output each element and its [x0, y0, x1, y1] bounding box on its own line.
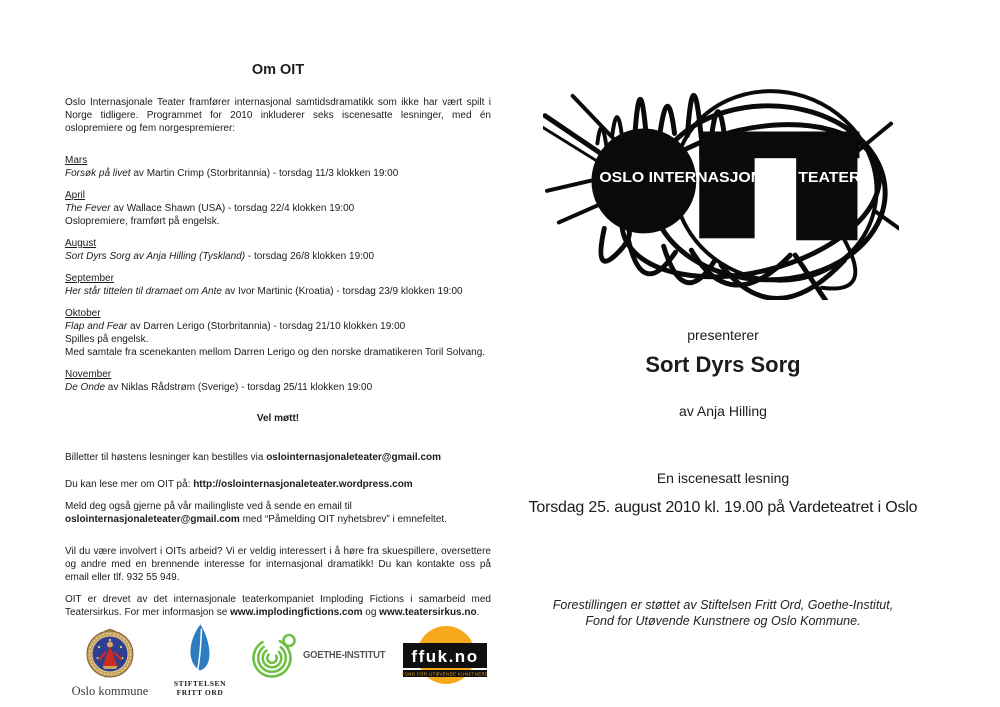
event-details: av Niklas Rådstrøm (Sverige) - torsdag 25/11 klokken 19:00 — [105, 382, 373, 393]
event-month-label: September — [65, 273, 114, 284]
event-note: Spilles på engelsk. — [65, 334, 149, 345]
goethe-institut-logo — [251, 632, 391, 678]
event-title: Sort Dyrs Sorg av Anja Hilling (Tyskland) — [65, 251, 246, 262]
event-title: Flap and Fear — [65, 321, 128, 332]
oslo-kommune-seal-icon — [85, 628, 135, 678]
involvement-paragraph: Vil du være involvert i OITs arbeid? Vi er veldig interessert i å høre fra skuespillere, oversettere og andre med en brennende interesse for internasjonal dramatikk! Du kan kontakte oss på email eller tlf. 932 55 949. — [65, 546, 491, 583]
event-details: av Darren Lerigo (Storbritannia) - torsdag 21/10 klokken 19:00 — [127, 321, 406, 332]
website-url: http://oslointernasjonaleteater.wordpress.com — [193, 479, 413, 490]
about-oit-paragraph — [65, 593, 491, 619]
goethe-institut-label: GOETHE-INSTITUT — [303, 649, 386, 661]
tickets-email: oslointernasjonaleteater@gmail.com — [266, 452, 442, 463]
ffuk-logo — [401, 624, 489, 695]
support-note — [500, 597, 946, 629]
page-title: Om OIT — [251, 62, 305, 78]
event-details: - torsdag 26/8 klokken 19:00 — [245, 251, 375, 262]
support-line: Forestillingen er støttet av Stiftelsen Fritt Ord, Goethe-Institut, — [552, 598, 894, 612]
show-subtitle: En iscenesatt lesning — [656, 470, 790, 486]
event-month-label: August — [65, 238, 97, 249]
show-title: Sort Dyrs Sorg — [645, 352, 801, 377]
support-line: Fond for Utøvende Kunstnere og Oslo Kommune. — [585, 614, 861, 628]
event-september — [65, 272, 491, 298]
event-month-label: November — [65, 369, 112, 380]
event-title: The Fever — [65, 203, 111, 214]
fritt-ord-label-line2: FRITT ORD — [176, 688, 224, 697]
greeting-text: Vel møtt! — [256, 413, 300, 424]
event-line — [65, 320, 491, 333]
event-line — [65, 167, 491, 180]
about-text-mid: og — [362, 607, 380, 618]
website-text: Du kan lese mer om OIT på: — [65, 479, 194, 490]
event-line — [65, 381, 491, 394]
event-details: av Ivor Martinic (Kroatia) - torsdag 23/9 klokken 19:00 — [221, 286, 463, 297]
right-page — [500, 0, 946, 707]
oit-logo-text: OSLO INTERNASJONALE TEATER — [599, 169, 862, 186]
event-list — [65, 154, 491, 394]
event-details: av Wallace Shawn (USA) - torsdag 22/4 klokken 19:00 — [110, 203, 355, 214]
event-april — [65, 189, 491, 228]
event-month-label: April — [65, 190, 86, 201]
mailinglist-email: oslointernasjonaleteater@gmail.com — [65, 514, 240, 525]
fritt-ord-leaf-icon — [186, 624, 214, 672]
event-line — [65, 250, 491, 263]
event-month-label: Oktober — [65, 308, 101, 319]
event-line — [65, 202, 491, 215]
about-text: OIT er drevet av det internasjonale teaterkompaniet Imploding Fictions i samarbeid med Teatersirkus. For mer informasjon se — [65, 594, 491, 618]
mailinglist-text: Meld deg også gjerne på vår mailingliste ved å sende en email til — [65, 501, 352, 512]
show-datetime: Torsdag 25. august 2010 kl. 19.00 på Vardeteatret i Oslo — [528, 499, 918, 516]
oslo-kommune-label: Oslo kommune — [71, 684, 149, 698]
mailinglist-suffix: med “Påmelding OIT nyhetsbrev” i emnefeltet. — [239, 514, 447, 525]
implodingfictions-url: www.implodingfictions.com — [230, 607, 363, 618]
event-month-label: Mars — [65, 155, 88, 166]
sponsor-logos-row — [65, 618, 495, 706]
event-august — [65, 237, 491, 263]
mailinglist-paragraph — [65, 500, 491, 526]
event-oktober — [65, 307, 491, 359]
event-note: Med samtale fra scenekanten mellom Darren Lerigo og den norske dramatikeren Toril Solvang. — [65, 347, 486, 358]
teatersirkus-url: www.teatersirkus.no — [379, 607, 477, 618]
event-title: Her står tittelen til dramaet om Ante — [65, 286, 222, 297]
event-line — [65, 285, 491, 298]
ffuk-icon — [401, 624, 489, 690]
left-page — [65, 60, 491, 619]
fritt-ord-label — [169, 679, 231, 697]
event-note: Oslopremiere, framført på engelsk. — [65, 216, 220, 227]
event-title: De Onde — [65, 382, 106, 393]
ffuk-tagline: FOND FOR UTØVENDE KUNSTNERE — [401, 671, 489, 677]
oslo-kommune-logo — [71, 628, 149, 699]
website-paragraph — [65, 478, 491, 491]
tickets-paragraph — [65, 451, 491, 464]
fritt-ord-logo — [169, 624, 231, 697]
tickets-text: Billetter til høstens lesninger kan bestilles via — [65, 452, 267, 463]
presenter-label: presenterer — [687, 327, 759, 343]
show-author: av Anja Hilling — [679, 403, 767, 419]
goethe-spiral-icon — [251, 632, 297, 678]
fritt-ord-label-line1: STIFTELSEN — [173, 679, 227, 688]
intro-paragraph: Oslo Internasjonale Teater framfører internasjonal samtidsdramatikk som ikke har vært spilt i Norge tidligere. Programmet for 2010 inkluderer seks iscenesatte lesninger, med én oslopremiere og fem norgespremierer: — [65, 97, 491, 134]
event-title: Forsøk på livet — [65, 168, 131, 179]
event-mars — [65, 154, 491, 180]
event-november — [65, 368, 491, 394]
about-text-end: . — [476, 607, 480, 618]
event-details: av Martin Crimp (Storbritannia) - torsdag 11/3 klokken 19:00 — [130, 168, 399, 179]
ffuk-label: ffuk.no — [411, 647, 479, 666]
oit-scribble-logo — [543, 52, 899, 300]
